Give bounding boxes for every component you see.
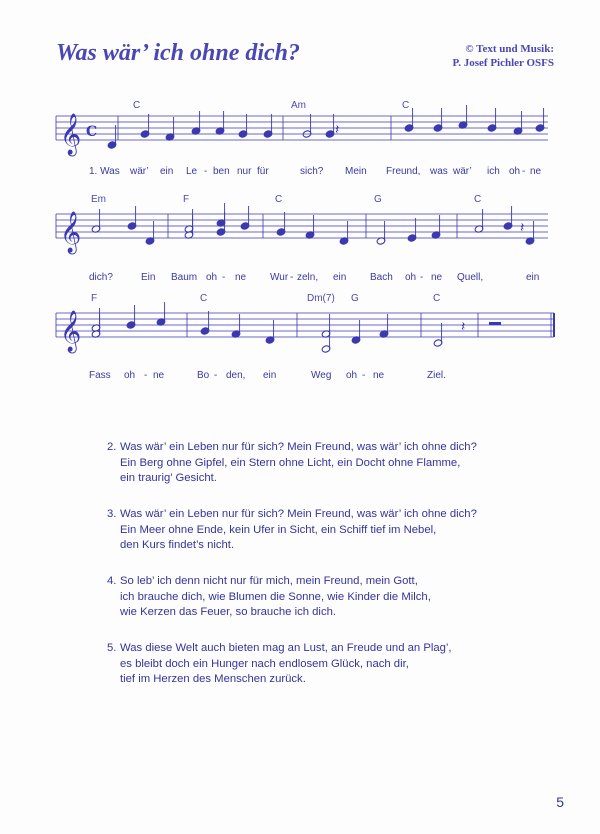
lyric: ben	[213, 166, 230, 177]
lyric: Quell,	[457, 272, 484, 283]
verse-line: Ein Meer ohne Ende, kein Ufer in Sicht, ein Schiff tief im Nebel,	[120, 523, 437, 536]
lyric: den,	[226, 370, 246, 381]
credit-line-2: P. Josef Pichler OSFS	[452, 57, 554, 69]
lyric: Weg	[311, 370, 332, 381]
lyric: Fass	[89, 370, 111, 381]
verse-line: wie Kerzen das Feuer, so brauche ich dich.	[120, 606, 337, 618]
lyric: Bach	[370, 272, 393, 283]
verse-line: den Kurs findet’s nicht.	[120, 539, 235, 551]
lyric: ne	[530, 166, 542, 177]
lyric: -	[144, 370, 148, 381]
time-signature-c: C	[86, 124, 98, 140]
lyric: oh	[346, 370, 358, 381]
verse-number: 2.	[107, 441, 117, 453]
lyric: Mein	[345, 166, 367, 177]
lyric: was	[430, 166, 448, 177]
lyric: Ein	[141, 272, 156, 283]
verse-line: tief im Herzen des Menschen zurück.	[120, 673, 306, 685]
verse-line: Was diese Welt auch bieten mag an Lust, an Freude und an Plag’,	[120, 642, 452, 654]
lyric: ne	[431, 272, 443, 283]
lyric: ein	[526, 272, 540, 283]
lyric: ich	[487, 166, 500, 177]
verse-2	[107, 440, 477, 487]
chord: C	[474, 194, 482, 205]
lyric: oh	[405, 272, 417, 283]
song-title: Was wär’ ich ohne dich?	[56, 40, 301, 66]
lyric: zeln,	[297, 272, 319, 283]
lyric: 1. Was	[89, 166, 120, 177]
verse-line: Was wär’ ein Leben nur für sich? Mein Freund, was wär’ ich ohne dich?	[120, 441, 477, 453]
verse-5	[107, 641, 477, 688]
chord: C	[275, 194, 283, 205]
chord: G	[374, 194, 382, 205]
chord: C	[133, 100, 141, 111]
lyric: -	[222, 272, 226, 283]
lyric: -	[290, 272, 294, 283]
lyric: Bo	[197, 370, 210, 381]
verse-number: 5.	[107, 642, 117, 654]
rest-icon: 𝄽	[335, 122, 340, 138]
verse-line: Was wär’ ein Leben nur für sich? Mein Freund, was wär’ ich ohne dich?	[120, 508, 477, 520]
treble-clef-icon: 𝄞	[60, 212, 82, 253]
verse-4	[107, 574, 477, 621]
lyric: Baum	[171, 272, 198, 283]
treble-clef-icon: 𝄞	[60, 114, 82, 155]
lyric: dich?	[89, 272, 113, 283]
verse-line: ein traurig’ Gesicht.	[120, 472, 217, 484]
chord: Em	[91, 194, 106, 205]
verse-line: es bleibt doch ein Hunger nach endlosem Glück, nach dir,	[120, 657, 409, 670]
rest-icon: 𝄽	[520, 220, 525, 236]
rest-icon: 𝄽	[461, 319, 466, 335]
lyric: ein	[263, 370, 277, 381]
lyric: -	[214, 370, 218, 381]
lyric: ne	[153, 370, 165, 381]
chord: G	[351, 293, 359, 304]
lyric: Ziel.	[427, 370, 446, 381]
credit-line-1: © Text und Musik:	[465, 43, 554, 55]
verse-line: So leb’ ich denn nicht nur für mich, mein Freund, mein Gott,	[120, 575, 418, 587]
chord: C	[402, 100, 410, 111]
lyric: -	[362, 370, 366, 381]
chord: F	[183, 194, 190, 205]
lyric: -	[420, 272, 424, 283]
lyric: ne	[373, 370, 385, 381]
lyric: sich?	[300, 166, 324, 177]
lyric: ne	[235, 272, 247, 283]
lyric: wär’	[130, 166, 149, 177]
verse-number: 4.	[107, 575, 117, 587]
verse-number: 3.	[107, 508, 117, 520]
verses	[107, 440, 477, 708]
verse-3	[107, 507, 477, 554]
lyric: wär’	[453, 166, 472, 177]
chord: F	[91, 293, 98, 304]
lyric: oh	[509, 166, 521, 177]
page-number: 5	[556, 794, 564, 810]
verse-line: Ein Berg ohne Gipfel, ein Stern ohne Licht, ein Docht ohne Flamme,	[120, 456, 461, 469]
lyric: -	[204, 166, 208, 177]
whole-rest-icon	[489, 322, 501, 325]
lyric: ein	[160, 166, 174, 177]
lyric: oh	[124, 370, 136, 381]
lyric: nur	[237, 166, 252, 177]
lyric: für	[257, 166, 269, 177]
treble-clef-icon: 𝄞	[60, 311, 82, 352]
lyric: Wur	[270, 272, 289, 283]
lyric: ein	[333, 272, 347, 283]
chord: C	[200, 293, 208, 304]
lyric: Le	[186, 166, 198, 177]
chord: Dm(7)	[307, 293, 335, 304]
lyric: oh	[206, 272, 218, 283]
lyric: Freund,	[386, 166, 421, 177]
chord: C	[433, 293, 441, 304]
lyric: -	[522, 166, 526, 177]
chord: Am	[291, 100, 306, 111]
verse-line: ich brauche dich, wie Blumen die Sonne, wie Kinder die Milch,	[120, 590, 431, 603]
